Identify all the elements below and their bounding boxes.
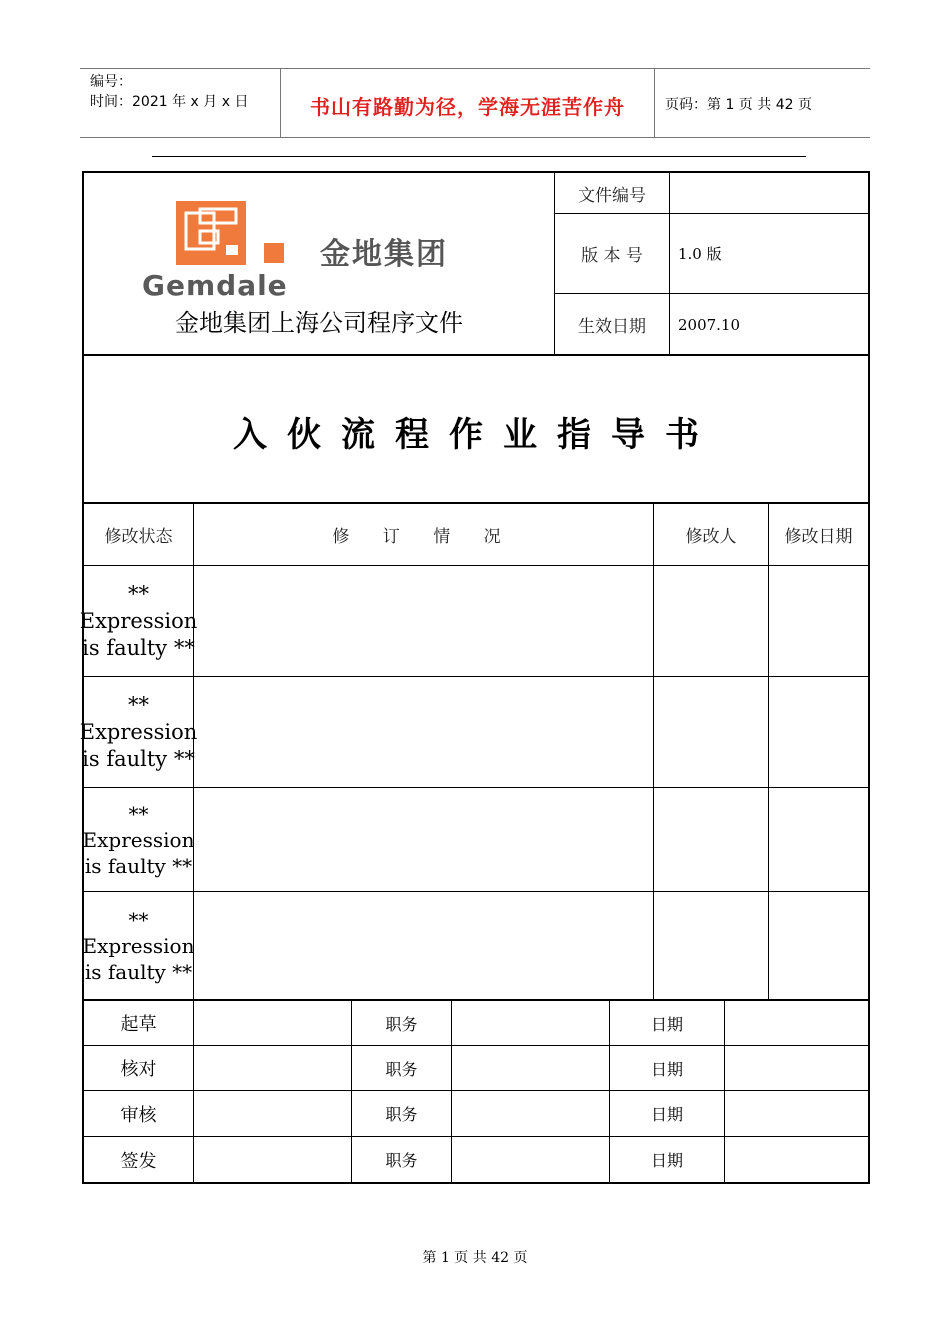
role-issue: 签发 bbox=[120, 1150, 157, 1172]
date-label: 日期 bbox=[650, 1059, 683, 1079]
divider bbox=[653, 504, 654, 1000]
divider bbox=[84, 354, 868, 356]
divider bbox=[84, 1045, 868, 1046]
page-info: 页码：第 1 页 共 42 页 bbox=[665, 97, 812, 113]
revision-status-header: 修改状态 bbox=[104, 527, 173, 547]
table-row: ** Expression is faulty ** bbox=[79, 581, 198, 660]
document-form bbox=[79, 171, 870, 1184]
file-no-label: 文件编号 bbox=[578, 185, 646, 206]
header-meta-cell bbox=[80, 69, 280, 137]
divider bbox=[84, 1090, 868, 1091]
motto-text: 书山有路勤为径，学海无涯苦作舟 bbox=[310, 95, 625, 119]
logo-square-icon bbox=[264, 243, 284, 263]
revision-date-header: 修改日期 bbox=[784, 527, 853, 547]
header-motto-cell bbox=[280, 69, 655, 137]
date-label: 日期 bbox=[650, 1105, 683, 1124]
post-label: 职务 bbox=[385, 1105, 418, 1124]
divider bbox=[768, 504, 769, 1000]
post-label: 职务 bbox=[385, 1151, 418, 1170]
time-label: 时间：2021 年 x 月 x 日 bbox=[90, 94, 249, 110]
version-value: 1.0 版 bbox=[678, 245, 722, 263]
file-no-value bbox=[670, 173, 868, 213]
date-label: 日期 bbox=[650, 1151, 683, 1170]
table-row: ** Expression is faulty ** bbox=[82, 801, 195, 878]
divider bbox=[84, 676, 868, 677]
role-review: 审核 bbox=[120, 1104, 157, 1126]
role-draft: 起草 bbox=[120, 1014, 157, 1035]
divider bbox=[84, 999, 868, 1001]
post-label: 职务 bbox=[385, 1014, 418, 1034]
date-value: 2007.10 bbox=[678, 315, 741, 334]
page-footer: 第 1 页 共 42 页 bbox=[422, 1250, 528, 1266]
revision-detail-header: 修 订 情 况 bbox=[332, 527, 515, 547]
brand-name-en: Gemdale bbox=[142, 269, 288, 302]
table-row: ** Expression is faulty ** bbox=[82, 908, 195, 984]
company-doc-title: 金地集团上海公司程序文件 bbox=[175, 309, 463, 337]
page-header bbox=[80, 68, 870, 138]
divider bbox=[193, 1001, 194, 1182]
brand-name-cn: 金地集团 bbox=[320, 237, 448, 272]
revision-person-header: 修改人 bbox=[685, 527, 737, 547]
date-label: 生效日期 bbox=[578, 317, 646, 337]
post-label: 职务 bbox=[385, 1059, 418, 1079]
header-rule bbox=[152, 156, 806, 157]
document-title: 入伙流程作业指导书 bbox=[233, 415, 719, 455]
divider bbox=[84, 1136, 868, 1137]
divider bbox=[84, 565, 868, 566]
logo-mark-icon bbox=[176, 201, 246, 265]
divider bbox=[84, 891, 868, 892]
date-label: 日期 bbox=[650, 1014, 683, 1034]
divider bbox=[451, 1001, 452, 1182]
number-label: 编号： bbox=[90, 74, 132, 90]
divider bbox=[724, 1001, 725, 1182]
header-page-cell bbox=[655, 69, 870, 137]
role-check: 核对 bbox=[120, 1059, 157, 1080]
version-label: 版 本 号 bbox=[581, 246, 643, 266]
divider bbox=[84, 787, 868, 788]
table-row: ** Expression is faulty ** bbox=[79, 692, 198, 771]
